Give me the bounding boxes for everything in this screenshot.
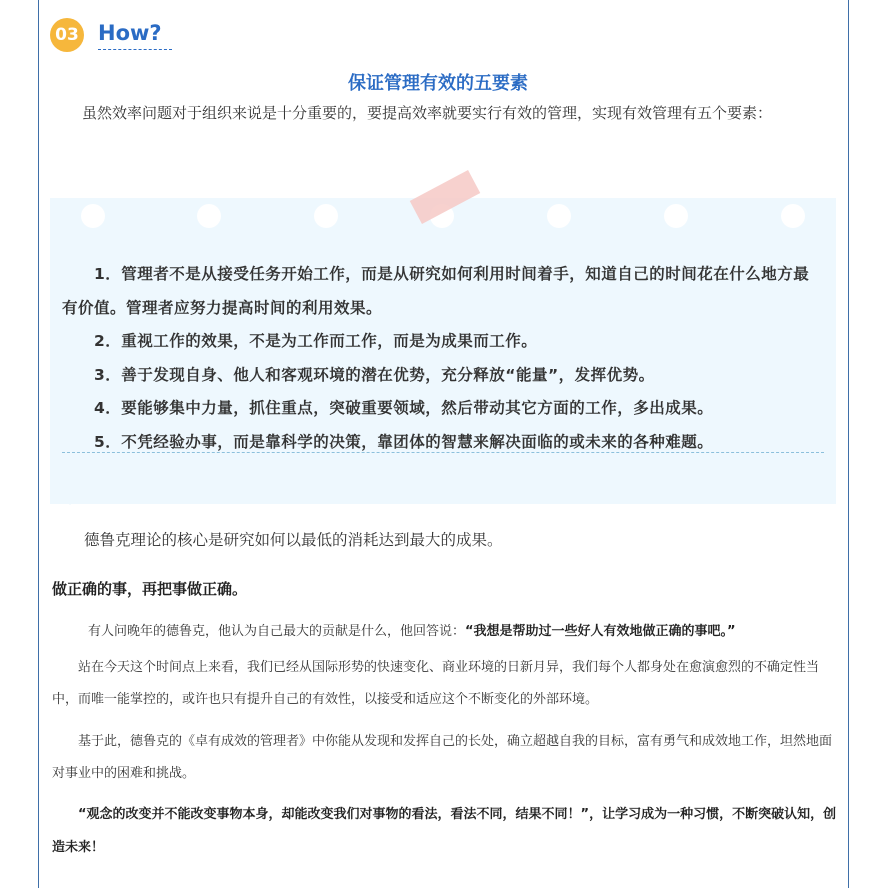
list-item: 3．善于发现自身、他人和客观环境的潜在优势，充分释放“能量”，发挥优势。 <box>94 365 655 384</box>
five-elements-list <box>62 258 822 459</box>
paper-hole <box>314 204 338 228</box>
section-header <box>50 18 172 52</box>
left-border-line <box>38 0 39 888</box>
paper-hole <box>781 204 805 228</box>
torn-paper-edge <box>50 475 836 507</box>
list-item: 5．不凭经验办事，而是靠科学的决策，靠团体的智慧来解决面临的或未来的各种难题。 <box>94 432 714 451</box>
closing-paragraph: “观念的改变并不能改变事物本身，却能改变我们对事物的看法，看法不同，结果不同！”，让学习成为一种习惯，不断突破认知，创造未来！ <box>52 807 837 855</box>
intro-paragraph: 虽然效率问题对于组织来说是十分重要的，要提高效率就要实行有效的管理，实现有效管理有五个要素： <box>82 104 773 122</box>
list-item: 1．管理者不是从接受任务开始工作，而是从研究如何利用时间着手，知道自己的时间花在什么地方最有价值。管理者应努力提高时间的利用效果。 <box>62 265 810 317</box>
body-paragraph-1: 站在今天这个时间点上来看，我们已经从国际形势的快速变化、商业环境的日新月异，我们每个人都身处在愈演愈烈的不确定性当中，而唯一能掌控的，或许也只有提升自己的有效性，以接受和适应这个不断变化的外部环境。 <box>52 660 820 707</box>
list-item: 4．要能够集中力量，抓住重点，突破重要领域，然后带动其它方面的工作，多出成果。 <box>94 399 714 417</box>
article-subtitle: 保证管理有效的五要素 <box>348 73 528 94</box>
section-number-badge: 03 <box>50 18 84 52</box>
paper-hole <box>547 204 571 228</box>
paper-hole <box>81 204 105 228</box>
paper-hole <box>197 204 221 228</box>
paper-hole <box>664 204 688 228</box>
section-title: How? <box>98 21 172 50</box>
quote-paragraph: 有人问晚年的德鲁克，他认为自己最大的贡献是什么，他回答说：“我想是帮助过一些好人有效地做正确的事吧。” <box>88 624 736 639</box>
note-dashed-divider <box>62 452 824 453</box>
bold-heading: 做正确的事，再把事做正确。 <box>52 580 248 598</box>
body-paragraph-2: 基于此，德鲁克的《卓有成效的管理者》中你能从发现和发挥自己的长处，确立超越自我的目标，富有勇气和成效地工作，坦然地面对事业中的困难和挑战。 <box>52 734 833 781</box>
right-border-line <box>848 0 849 888</box>
list-item: 2．重视工作的效果，不是为工作而工作，而是为成果而工作。 <box>94 332 538 350</box>
core-paragraph: 德鲁克理论的核心是研究如何以最低的消耗达到最大的成果。 <box>84 531 503 549</box>
